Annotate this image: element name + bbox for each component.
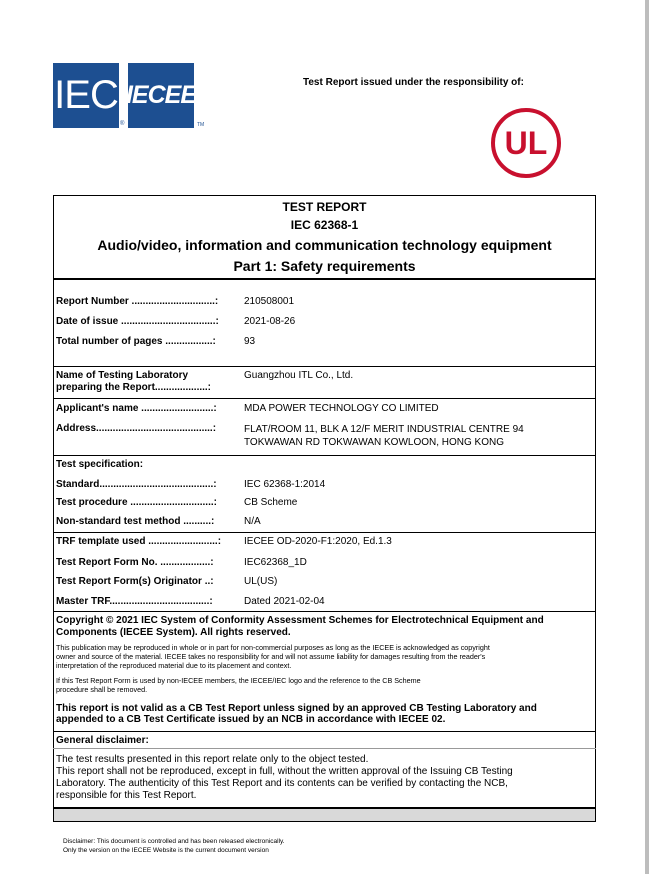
test-procedure-value: CB Scheme [244, 497, 298, 508]
iecee-logo-text: IECEE [125, 81, 197, 109]
testing-lab-value: Guangzhou ITL Co., Ltd. [244, 370, 354, 381]
trf-template-label: TRF template used .........................: [56, 536, 222, 547]
report-number-value: 210508001 [244, 296, 295, 307]
testing-lab-label-1: Name of Testing Laboratory [56, 370, 189, 381]
title-block [53, 195, 596, 279]
divider [53, 455, 596, 456]
registered-mark: ® [120, 121, 125, 127]
standard-title: IEC 62368-1 [290, 218, 359, 232]
footer-line-1: Disclaimer: This document is controlled and has been released electronically. [63, 838, 285, 845]
test-report-form-no-label: Test Report Form No. ..................: [56, 557, 214, 568]
address-label: Address..........................................: [56, 423, 217, 434]
date-of-issue-label: Date of issue ..................................: [56, 316, 219, 327]
part-title: Part 1: Safety requirements [233, 258, 416, 274]
disclaimer-line-1: The test results presented in this report relate only to the object tested. [56, 754, 369, 765]
footer-line-2: Only the version on the IECEE Website is the current document version [63, 847, 269, 854]
date-of-issue-value: 2021-08-26 [244, 316, 296, 327]
gray-footer-bar [53, 808, 596, 822]
iecee-logo [125, 63, 197, 128]
applicant-name-value: MDA POWER TECHNOLOGY CO LIMITED [244, 403, 439, 414]
testing-lab-label-2: preparing the Report...................: [56, 382, 212, 393]
total-pages-value: 93 [244, 336, 256, 347]
total-pages-label: Total number of pages .................: [56, 336, 216, 347]
divider [53, 731, 596, 732]
report-number-label: Report Number ..............................: [56, 296, 219, 307]
divider [53, 611, 596, 612]
iec-logo [53, 63, 119, 128]
divider [53, 748, 596, 749]
copyright-para-2-line-2: procedure shall be removed. [56, 685, 148, 694]
page-edge-shadow [645, 0, 649, 874]
trademark-mark: TM [197, 122, 205, 128]
address-line-1: FLAT/ROOM 11, BLK A 12/F MERIT INDUSTRIAL CENTRE 94 [244, 424, 524, 435]
test-spec-heading: Test specification: [56, 459, 144, 470]
validity-line-1: This report is not valid as a CB Test Report unless signed by an approved CB Testing Laboratory and [56, 703, 537, 714]
form-originator-value: UL(US) [244, 576, 278, 587]
report-title: TEST REPORT [282, 200, 367, 214]
divider [53, 366, 596, 367]
disclaimer-line-4: responsible for this Test Report. [56, 790, 197, 801]
address-line-2: TOKWAWAN RD TOKWAWAN KOWLOON, HONG KONG [244, 437, 505, 448]
disclaimer-line-3: Laboratory. The authenticity of this Test Report and its contents can be verified by contacting the NCB, [56, 778, 508, 789]
form-originator-label: Test Report Form(s) Originator ..: [56, 576, 214, 587]
non-standard-method-label: Non-standard test method ..........: [56, 516, 215, 527]
divider [53, 398, 596, 399]
copyright-line-1: Copyright © 2021 IEC System of Conformity Assessment Schemes for Electrotechnical Equipment and [56, 615, 544, 626]
validity-line-2: appended to a CB Test Certificate issued by an NCB in accordance with IECEE 02. [56, 714, 446, 725]
copyright-para-1-line-3: interpretation of the reproduced material due to its placement and context. [56, 661, 292, 670]
test-report-form-no-value: IEC62368_1D [244, 557, 307, 568]
test-procedure-label: Test procedure ..............................: [56, 497, 217, 508]
copyright-line-2: Components (IECEE System). All rights reserved. [56, 627, 291, 638]
non-standard-method-value: N/A [244, 516, 261, 527]
applicant-name-label: Applicant's name ..........................: [56, 403, 217, 414]
general-disclaimer-heading: General disclaimer: [56, 735, 149, 746]
copyright-para-1-line-1: This publication may be reproduced in whole or in part for non-commercial purposes as long as the IECEE is acknowledged as copyright [56, 643, 490, 652]
iec-logo-text: IEC [54, 73, 118, 117]
standard-label: Standard.........................................: [56, 479, 217, 490]
issued-by-text: Test Report issued under the responsibility of: [303, 77, 524, 88]
trf-template-value: IECEE OD-2020-F1:2020, Ed.1.3 [244, 536, 392, 547]
standard-value: IEC 62368-1:2014 [244, 479, 326, 490]
copyright-para-2-line-1: If this Test Report Form is used by non-IECEE members, the IECEE/IEC logo and the reference to the CB Scheme [56, 676, 421, 685]
ul-logo-text: UL [504, 125, 548, 161]
equipment-title: Audio/video, information and communication technology equipment [97, 237, 552, 253]
ul-logo [490, 107, 562, 179]
disclaimer-line-2: This report shall not be reproduced, except in full, without the written approval of the Issuing CB Testing [56, 766, 513, 777]
master-trf-value: Dated 2021-02-04 [244, 596, 325, 607]
master-trf-label: Master TRF....................................: [56, 596, 213, 607]
copyright-para-1-line-2: owner and source of the material. IECEE takes no responsibility for and will not assume liability for damages resulting from the reader's [56, 652, 486, 661]
divider [53, 532, 596, 533]
